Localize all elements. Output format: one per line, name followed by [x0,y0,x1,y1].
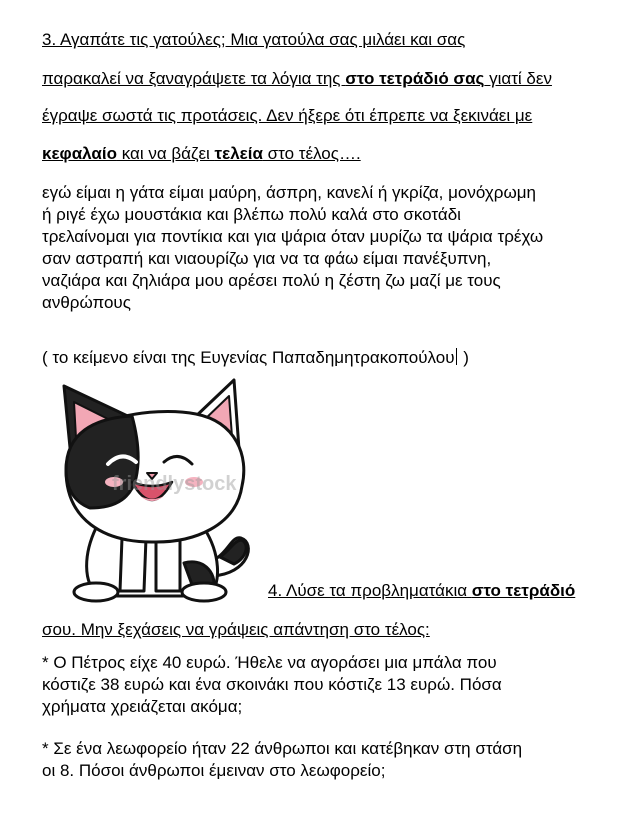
watermark-text: friendlystock [112,473,237,495]
cat-text-paragraph: εγώ είμαι η γάτα είμαι μαύρη, άσπρη, κανελί ή γκρίζα, μονόχρωμη ή ριγέ έχω μουστάκια και βλέπω πολύ καλά στο σκοτάδι τρελαίνομαι για ποντίκια και για ψάρια όταν μυρίζω τα ψάρια τρέχω σαν αστραπή και νιαουρίζω για να τα φάω είμαι πανέξυπνη, ναζιάρα και ζηλιάρα μου αρέσει πολύ η ζέστη ζω μαζί με τους ανθρώπους [42,183,544,312]
problem-2: * Σε ένα λεωφορείο ήταν 22 άνθρωποι και κατέβηκαν στη στάση οι 8. Πόσοι άνθρωποι έμειναν στο λεωφορείο; [42,739,523,780]
task3-line-4: κεφαλαίο και να βάζει τελεία στο τέλος…. [42,144,361,163]
task3-line-3: έγραψε σωστά τις προτάσεις. Δεν ήξερε ότι έπρεπε να ξεκινάει με [42,106,533,125]
task4-line-2: σου. Μην ξεχάσεις να γράψεις απάντηση στο τέλος: [42,620,430,639]
problem-1: * Ο Πέτρος είχε 40 ευρώ. Ήθελε να αγοράσει μια μπάλα που κόστιζε 38 ευρώ και ένα σκοινάκι που κόστιζε 13 ευρώ. Πόσα χρήματα χρειάζεται ακόμα; [42,653,502,716]
cat-illustration [44,378,274,604]
task4-line-1: 4. Λύσε τα προβληματάκια στο τετράδιό [268,581,576,600]
text-cursor [456,348,457,365]
text-credit: ( το κείμενο είναι της Ευγενίας Παπαδημητρακοπούλου ) [42,348,469,367]
task3-line-1: 3. Αγαπάτε τις γατούλες; Μια γατούλα σας μιλάει και σας [42,30,466,49]
task3-line-2: παρακαλεί να ξαναγράψετε τα λόγια της στο τετράδιό σας γιατί δεν [42,69,552,88]
